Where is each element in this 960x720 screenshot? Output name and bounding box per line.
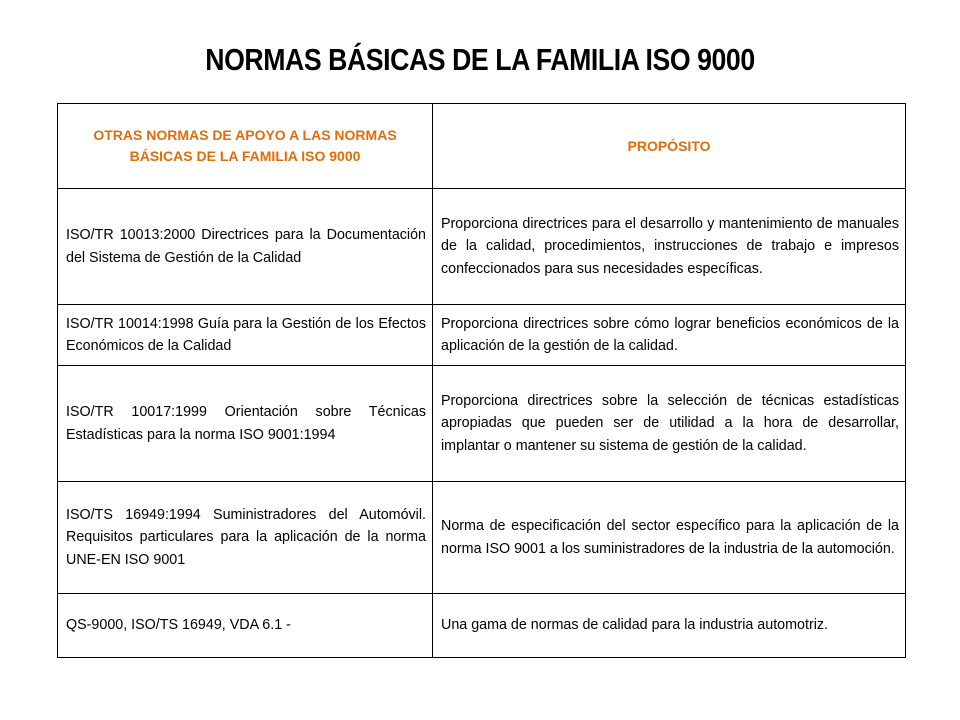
column-header-norm: OTRAS NORMAS DE APOYO A LAS NORMAS BÁSICAS DE LA FAMILIA ISO 9000 [58,104,433,189]
purpose-cell: Una gama de normas de calidad para la industria automotriz. [433,594,906,658]
purpose-cell: Proporciona directrices sobre cómo lograr beneficios económicos de la aplicación de la gestión de la calidad. [433,305,906,366]
norm-cell: ISO/TS 16949:1994 Suministradores del Automóvil. Requisitos particulares para la aplicación de la norma UNE-EN ISO 9001 [58,482,433,594]
norm-cell: ISO/TR 10013:2000 Directrices para la Documentación del Sistema de Gestión de la Calidad [58,189,433,305]
column-header-purpose: PROPÓSITO [433,104,906,189]
table-row [58,594,906,658]
table-row [58,189,906,305]
table-row [58,482,906,594]
norm-cell: ISO/TR 10017:1999 Orientación sobre Técnicas Estadísticas para la norma ISO 9001:1994 [58,366,433,482]
table-row [58,305,906,366]
purpose-cell: Norma de especificación del sector específico para la aplicación de la norma ISO 9001 a los suministradores de la industria de la automoción. [433,482,906,594]
norm-cell: QS-9000, ISO/TS 16949, VDA 6.1 - [58,594,433,658]
table-row [58,366,906,482]
purpose-cell: Proporciona directrices sobre la selección de técnicas estadísticas apropiadas que pueden ser de utilidad a la hora de desarrollar, implantar o mantener su sistema de gestión de la calidad. [433,366,906,482]
purpose-cell: Proporciona directrices para el desarrollo y mantenimiento de manuales de la calidad, procedimientos, instrucciones de trabajo e impresos confeccionados para sus necesidades específicas. [433,189,906,305]
page-title: NORMAS BÁSICAS DE LA FAMILIA ISO 9000 [205,42,755,77]
norm-cell: ISO/TR 10014:1998 Guía para la Gestión de los Efectos Económicos de la Calidad [58,305,433,366]
table-header-row [58,104,906,189]
iso-norms-table [57,103,906,658]
